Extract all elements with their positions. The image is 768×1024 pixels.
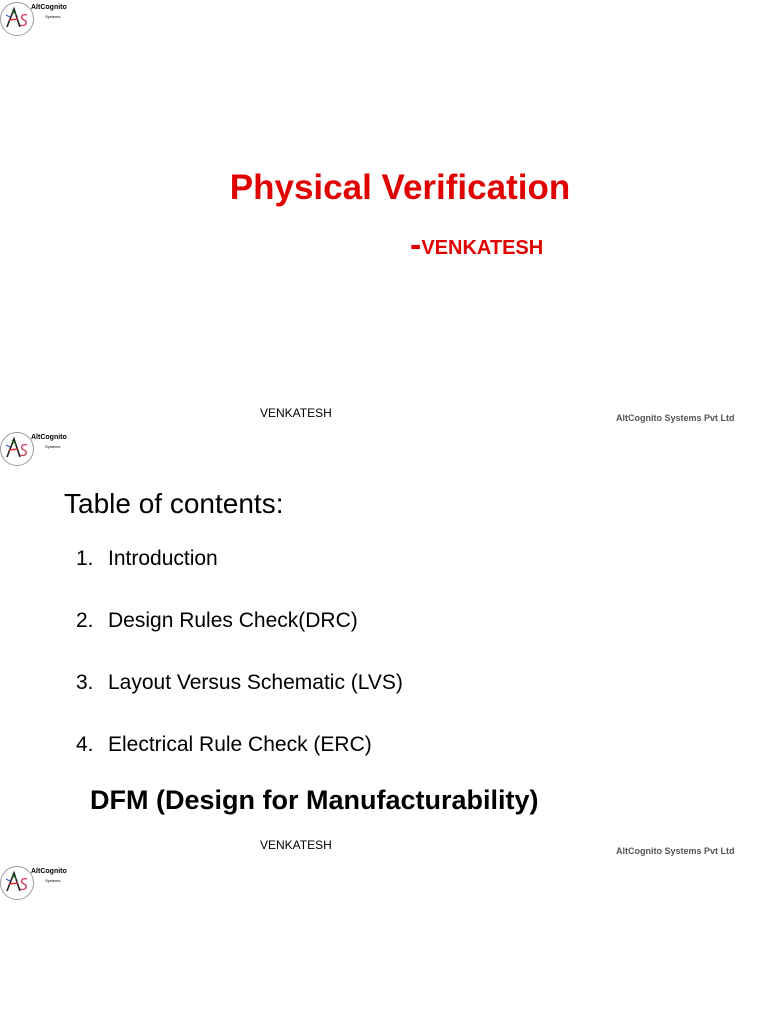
toc-item-number: 3. xyxy=(76,671,94,694)
company-logo xyxy=(0,864,72,904)
slide-1 xyxy=(0,0,768,430)
logo-brand-text: AltCognito xyxy=(31,434,67,441)
footer-author: VENKATESH xyxy=(260,406,332,420)
toc-item-label: Design Rules Check(DRC) xyxy=(108,609,358,632)
slide-2 xyxy=(0,430,768,864)
company-logo xyxy=(0,0,72,40)
toc-item xyxy=(76,547,218,571)
subtitle-author: VENKATESH xyxy=(421,237,544,259)
toc-item xyxy=(76,733,372,757)
toc-item-label: Layout Versus Schematic (LVS) xyxy=(108,671,403,694)
logo-sub-text: Systems xyxy=(45,444,61,449)
company-logo xyxy=(0,430,72,470)
logo-as-icon xyxy=(3,3,31,33)
footer-author: VENKATESH xyxy=(260,838,332,852)
logo-sub-text: Systems xyxy=(45,878,61,883)
toc-item-number: 2. xyxy=(76,609,94,632)
logo-as-icon xyxy=(3,433,31,463)
logo-as-icon xyxy=(3,867,31,897)
logo-brand-text: AltCognito xyxy=(31,868,67,875)
toc-item xyxy=(76,609,358,633)
slide-title: Physical Verification xyxy=(229,168,571,207)
subtitle-dash: - xyxy=(410,226,422,264)
dfm-heading: DFM (Design for Manufacturability) xyxy=(90,785,539,815)
logo-brand-text: AltCognito xyxy=(31,4,67,11)
toc-item-label: Electrical Rule Check (ERC) xyxy=(108,733,372,756)
toc-item xyxy=(76,671,403,695)
footer-company: AltCognito Systems Pvt Ltd xyxy=(616,413,735,423)
logo-sub-text: Systems xyxy=(45,14,61,19)
slide-3 xyxy=(0,864,768,1024)
slide-subtitle xyxy=(410,226,543,265)
toc-item-number: 1. xyxy=(76,547,94,570)
footer-company: AltCognito Systems Pvt Ltd xyxy=(616,846,735,856)
toc-heading: Table of contents: xyxy=(64,488,284,519)
toc-item-label: Introduction xyxy=(108,547,218,570)
toc-item-number: 4. xyxy=(76,733,94,756)
